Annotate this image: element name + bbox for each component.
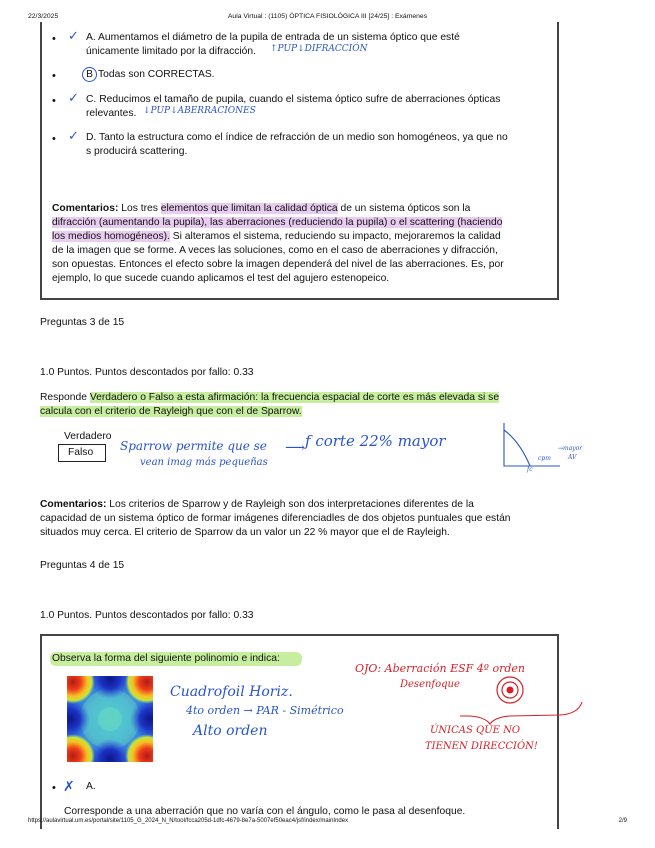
annotation-fcorte: f corte 22% mayor — [305, 432, 446, 450]
highlight: calcula con el criterio de Rayleigh que con el de Sparrow. — [40, 406, 302, 417]
annotation-red-drawing — [460, 666, 600, 730]
option-c-line2: relevantes. — [86, 108, 137, 119]
annotation-sparrow-2: vean imag más pequeñas — [140, 457, 268, 468]
bullet: • — [52, 95, 56, 107]
print-url: https://aulavirtual.um.es/portal/site/1105_G_2024_N_N/tool/fcca205d-1dfc-4679-8e7a-5007ef50eac4/jsf/index/mainIndex — [28, 818, 349, 824]
option-d-line2: s producirá scattering. — [86, 146, 188, 157]
option-d-text-1: Tanto la estructura como el índice de refracción de un medio son homogéneos, ya que no — [99, 132, 508, 143]
annotation-quadrafoil-1: Cuadrofoil Horiz. — [170, 684, 293, 700]
option-d-letter: D. — [86, 132, 97, 143]
annotation-arrow: ⟶ — [285, 440, 306, 456]
bullet: • — [52, 782, 56, 794]
option-d[interactable] — [86, 131, 508, 145]
check-mark-icon: ✓ — [68, 29, 79, 44]
option-b-circled-letter: B — [82, 67, 97, 82]
print-date: 22/3/2025 — [28, 13, 59, 20]
print-footer — [28, 818, 627, 830]
option-c[interactable] — [86, 93, 500, 107]
option-c-text-1: Reducimos el tamaño de pupila, cuando el sistema óptico sufre de aberraciones ópticas — [99, 94, 501, 105]
zernike-quadrafoil-map — [67, 676, 153, 762]
q4-option-a-letter[interactable]: A. — [86, 781, 96, 792]
graph-av-label: AV — [568, 454, 577, 461]
option-b-text: Todas son CORRECTAS. — [98, 69, 215, 80]
comment-q3-line3: situados muy cerca. El criterio de Sparrow da un valor un 22 % mayor que el de Rayleigh. — [40, 527, 450, 538]
option-c-letter: C. — [86, 94, 97, 105]
graph-mayor-label: →mayor — [558, 445, 583, 452]
highlight: los medios homogéneos). — [52, 231, 170, 242]
comment-q2-line3: los medios homogéneos). Si alteramos el sistema, reduciendo su impacto, mejoraremos la calidad — [52, 231, 501, 242]
bullet: • — [52, 70, 56, 82]
annotation-a: ↑PUP↓DIFRACCIÓN — [270, 44, 368, 54]
option-false-selected[interactable]: Falso — [58, 444, 106, 462]
comment-q2-line1: Comentarios: Los tres elementos que limitan la calidad óptica de un sistema ópticos son la — [52, 203, 471, 214]
option-a-line2: únicamente limitado por la difracción. — [86, 46, 256, 57]
comment-q2-line5: son opuestas. Entonces el efecto sobre la imagen dependerá del nivel de las aberraciones. Es, por — [52, 259, 504, 270]
comment-label: Comentarios: — [52, 203, 119, 214]
annotation-c: ↓PUP↓ABERRACIONES — [143, 106, 256, 116]
option-a-text-1: Aumentamos el diámetro de la pupila de entrada de un sistema óptico que esté — [98, 32, 460, 43]
bullet: • — [52, 133, 56, 145]
question-3-counter: Preguntas 3 de 15 — [40, 317, 125, 328]
comment-q2-line4: de la imagen que se forme. A veces las soluciones, como en el caso de aberraciones y difracción, — [52, 245, 498, 256]
print-page-number: 2/9 — [618, 818, 627, 824]
annotation-quadrafoil-2: 4to orden → PAR - Simétrico — [186, 704, 344, 717]
annotation-red-4: TIENEN DIRECCIÓN! — [425, 741, 538, 752]
print-title: Aula Virtual : (1105) ÓPTICA FISIOLÓGICA III [24/25] : Exámenes — [227, 13, 428, 20]
option-a-letter: A. — [86, 32, 96, 43]
comment-q2-line6: ejemplo, lo que sucede cuando aplicamos el test del agujero estenopeico. — [52, 273, 390, 284]
annotation-red-1: OJO: Aberración ESF 4º orden — [355, 662, 525, 675]
check-mark-icon: ✓ — [68, 91, 79, 106]
question-3-prompt-line2 — [40, 405, 302, 419]
question-3-points: 1.0 Puntos. Puntos descontados por fallo: 0.33 — [40, 367, 254, 378]
check-mark-icon: ✓ — [68, 129, 79, 144]
bullet: • — [52, 33, 56, 45]
option-a[interactable] — [86, 31, 460, 45]
annotation-quadrafoil-3: Alto orden — [193, 723, 268, 739]
graph-cpm-label: cpm — [538, 455, 551, 462]
highlight: difracción (aumentando la pupila), las aberraciones (reduciendo la pupila) o el scattering (haciendo — [52, 217, 503, 228]
graph-fc-label: fc — [527, 466, 533, 473]
question-4-prompt: Observa la forma del siguiente polinomio e indica: — [52, 653, 280, 664]
question-4-counter: Preguntas 4 de 15 — [40, 560, 125, 571]
option-true[interactable]: Verdadero — [64, 431, 112, 442]
cross-mark-icon: ✗ — [63, 779, 75, 795]
annotation-sparrow-1: Sparrow permite que se — [120, 439, 267, 453]
comment-label: Comentarios: — [40, 499, 107, 510]
q4-option-a-text: Corresponde a una aberración que no varía con el ángulo, como le pasa al desenfoque. — [64, 806, 466, 817]
comment-q3-line1: Comentarios: Los criterios de Sparrow y de Rayleigh son dos interpretaciones diferentes de la — [40, 499, 474, 510]
option-b[interactable] — [82, 67, 215, 82]
question-3-prompt-line1: Responde Verdadero o Falso a esta afirmación: la frecuencia espacial de corte es más elevada si se — [40, 392, 500, 403]
highlight: elementos que limitan la calidad óptica — [160, 203, 338, 214]
comment-q2-line2 — [52, 216, 502, 230]
highlight: Verdadero o Falso a esta afirmación: la frecuencia espacial de corte es más elevada si se — [89, 392, 500, 403]
question-4-points: 1.0 Puntos. Puntos descontados por fallo: 0.33 — [40, 610, 254, 621]
comment-q3-line2: capacidad de un sistema óptico de formar imágenes diferenciadles de dos objetos puntuales que están — [40, 513, 511, 524]
annotation-red-2: Desenfoque — [400, 679, 460, 690]
annotation-red-3: ÚNICAS QUE NO — [430, 725, 521, 736]
